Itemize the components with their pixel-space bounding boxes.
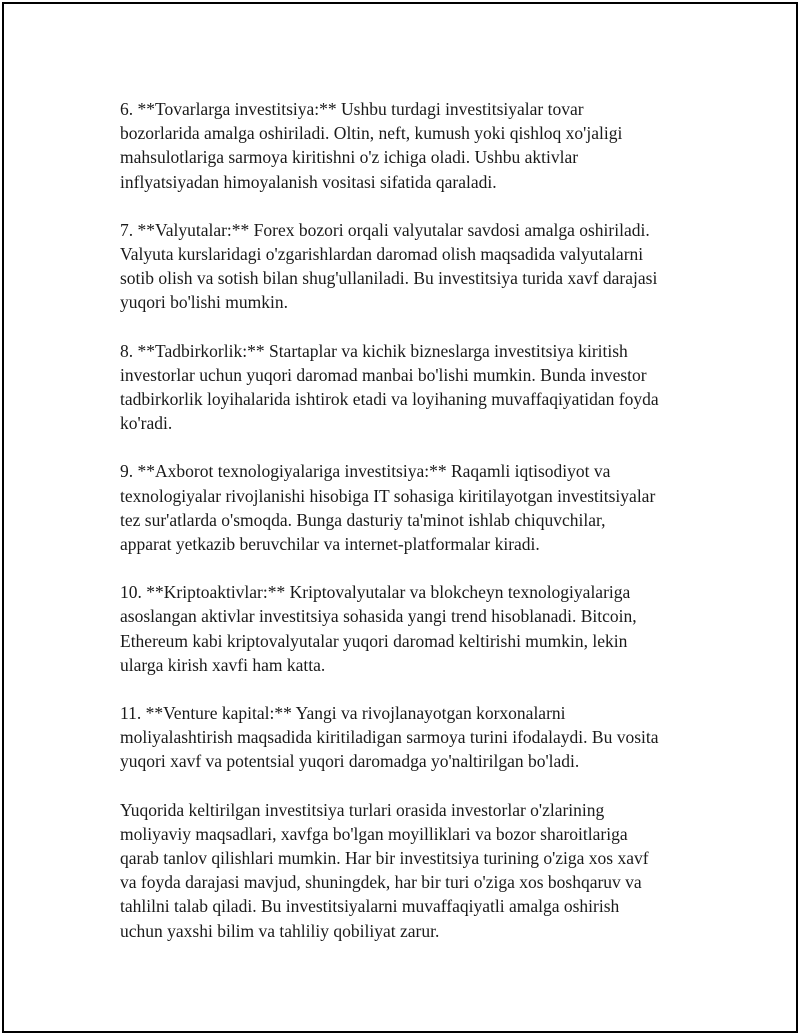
paragraph-entrepreneurship: 8. **Tadbirkorlik:** Startaplar va kichik bizneslarga investitsiya kiritish investorlar uchun yuqori daromad manbai bo'lishi mumkin. Bunda investor tadbirkorlik loyihalarida ishtirok etadi va loyihaning muvaffaqiyatidan foyda ko'radi. [120, 340, 659, 434]
paragraph-commodities-investment: 6. **Tovarlarga investitsiya:** Ushbu turdagi investitsiyalar tovar bozorlarida amalga oshiriladi. Oltin, neft, kumush yoki qishloq xo'jaligi mahsulotlariga sarmoya kiritishni o'z ichiga oladi. Ushbu aktivlar inflyatsiyadan himoyalanish vositasi sifatida qaraladi. [120, 99, 623, 192]
paragraph-conclusion: Yuqorida keltirilgan investitsiya turlari orasida investorlar o'zlarining moliyaviy maqsadlari, xavfga bo'lgan moyilliklari va bozor sharoitlariga qarab tanlov qilishlari mumkin. Har bir investitsiya turining o'ziga xos xavf va foyda darajasi mavjud, shuningdek, har bir turi o'ziga xos boshqaruv va tahlilni talab qiladi. Bu investitsiyalarni muvaffaqiyatli amalga oshirish uchun yaxshi bilim va tahliliy qobiliyat zarur. [120, 799, 649, 941]
document-body [120, 97, 700, 943]
document-page [2, 2, 798, 1033]
paragraph-venture-capital: 11. **Venture kapital:** Yangi va rivojlanayotgan korxonalarni moliyalashtirish maqsadida kiritiladigan sarmoya turini ifodalaydi. Bu vosita yuqori xavf va potentsial yuqori daromadga yo'naltirilgan bo'ladi. [120, 703, 659, 772]
paragraph-currencies: 7. **Valyutalar:** Forex bozori orqali valyutalar savdosi amalga oshiriladi. Valyuta kurslaridagi o'zgarishlardan daromad olish maqsadida valyutalarni sotib olish va sotish bilan shug'ullaniladi. Bu investitsiya turida xavf darajasi yuqori bo'lishi mumkin. [120, 219, 658, 313]
paragraph-it-investment: 9. **Axborot texnologiyalariga investitsiya:** Raqamli iqtisodiyot va texnologiyalar rivojlanishi hisobiga IT sohasiga kiritilayotgan investitsiyalar tez sur'atlarda o'smoqda. Bunga dasturiy ta'minot ishlab chiquvchilar, apparat yetkazib beruvchilar va internet-platformalar kiradi. [120, 461, 656, 555]
paragraph-crypto-assets: 10. **Kriptoaktivlar:** Kriptovalyutalar va blokcheyn texnologiyalariga asoslangan aktivlar investitsiya sohasida yangi trend hisoblanadi. Bitcoin, Ethereum kabi kriptovalyutalar yuqori daromad keltirishi mumkin, lekin ularga kirish xavfi ham katta. [120, 582, 637, 675]
